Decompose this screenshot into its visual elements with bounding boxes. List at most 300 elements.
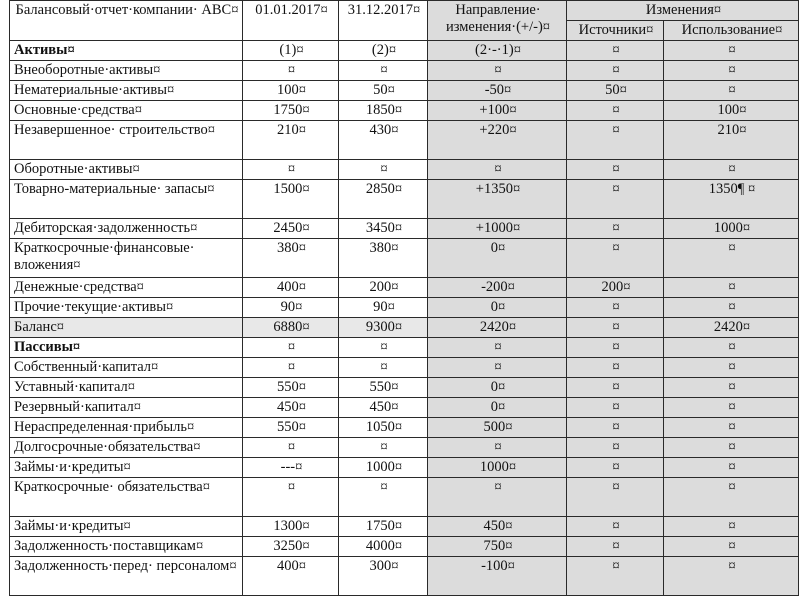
row-label: Денежные·средства¤ xyxy=(14,279,144,295)
value-usage: ¤ xyxy=(728,538,736,554)
value-2017-01-01-cell xyxy=(243,101,339,121)
value-sources-cell xyxy=(567,557,664,596)
value-2017-01-01: 210¤ xyxy=(277,122,306,138)
value-change-direction: -50¤ xyxy=(484,82,512,98)
value-usage-cell xyxy=(664,101,799,121)
value-2017-12-31: 430¤ xyxy=(369,122,399,138)
value-2017-01-01-cell xyxy=(243,398,339,418)
value-2017-12-31-cell xyxy=(339,180,428,219)
row-label-cell xyxy=(10,557,243,596)
value-2017-12-31-cell xyxy=(339,41,428,61)
value-sources: ¤ xyxy=(612,379,620,395)
table-row xyxy=(10,438,799,458)
value-usage-cell xyxy=(664,219,799,239)
table-row xyxy=(10,61,799,81)
value-usage-cell xyxy=(664,378,799,398)
value-usage-cell xyxy=(664,81,799,101)
table-row xyxy=(10,418,799,438)
value-sources-cell xyxy=(567,418,664,438)
row-label-cell xyxy=(10,398,243,418)
value-change-direction: ¤ xyxy=(494,479,502,495)
table-row xyxy=(10,160,799,180)
value-change-direction: +100¤ xyxy=(479,102,517,118)
header-changes-cell xyxy=(567,1,799,21)
value-change-direction-cell xyxy=(428,458,567,478)
row-label-cell xyxy=(10,358,243,378)
value-change-direction-cell xyxy=(428,160,567,180)
value-2017-01-01-cell xyxy=(243,537,339,557)
value-sources: ¤ xyxy=(612,359,620,375)
value-sources: 50¤ xyxy=(605,82,627,98)
value-2017-12-31: 50¤ xyxy=(373,82,395,98)
value-sources-cell xyxy=(567,358,664,378)
value-2017-01-01-cell xyxy=(243,338,339,358)
value-2017-12-31: 1750¤ xyxy=(365,518,403,534)
value-2017-12-31-cell xyxy=(339,101,428,121)
table-row xyxy=(10,121,799,160)
value-change-direction-cell xyxy=(428,478,567,517)
value-sources-cell xyxy=(567,61,664,81)
value-2017-01-01: 100¤ xyxy=(277,82,306,98)
value-sources: ¤ xyxy=(612,518,620,534)
value-usage-cell xyxy=(664,160,799,180)
value-2017-01-01: 1300¤ xyxy=(273,518,310,534)
header-date2: 31.12.2017¤ xyxy=(347,2,421,18)
row-label-cell xyxy=(10,338,243,358)
value-change-direction: ¤ xyxy=(494,359,502,375)
row-label: Активы¤ xyxy=(14,42,75,58)
table-row xyxy=(10,517,799,537)
value-usage: ¤ xyxy=(728,518,736,534)
value-change-direction: ¤ xyxy=(494,439,502,455)
value-2017-12-31: ¤ xyxy=(380,359,388,375)
row-label-cell xyxy=(10,438,243,458)
row-label: Уставный·капитал¤ xyxy=(14,379,135,395)
value-usage: ¤ xyxy=(728,439,736,455)
value-change-direction-cell xyxy=(428,298,567,318)
table-row xyxy=(10,338,799,358)
value-change-direction-cell xyxy=(428,180,567,219)
row-label: Пассивы¤ xyxy=(14,339,81,355)
value-2017-12-31: (2)¤ xyxy=(371,42,397,58)
value-change-direction: ¤ xyxy=(494,62,502,78)
value-2017-12-31: ¤ xyxy=(380,479,388,495)
value-2017-12-31: 450¤ xyxy=(369,399,399,415)
row-label-cell xyxy=(10,298,243,318)
value-change-direction-cell xyxy=(428,101,567,121)
value-sources: ¤ xyxy=(612,220,620,236)
value-2017-01-01: ¤ xyxy=(287,439,296,455)
value-2017-12-31: 2850¤ xyxy=(365,181,403,197)
value-change-direction-cell xyxy=(428,557,567,596)
row-label-cell xyxy=(10,378,243,398)
value-sources: ¤ xyxy=(612,538,620,554)
value-2017-12-31: 200¤ xyxy=(369,279,399,295)
value-sources: ¤ xyxy=(612,161,620,177)
row-label: Незавершенное· строительство¤ xyxy=(14,122,215,138)
row-label-cell xyxy=(10,219,243,239)
header-row-1 xyxy=(10,1,799,21)
value-change-direction-cell xyxy=(428,41,567,61)
value-2017-01-01: 550¤ xyxy=(277,419,306,435)
value-2017-12-31: 550¤ xyxy=(369,379,399,395)
row-label-cell xyxy=(10,418,243,438)
value-2017-01-01-cell xyxy=(243,278,339,298)
value-sources-cell xyxy=(567,318,664,338)
value-change-direction: 0¤ xyxy=(490,399,506,415)
table-row xyxy=(10,298,799,318)
value-2017-01-01-cell xyxy=(243,121,339,160)
value-2017-12-31-cell xyxy=(339,557,428,596)
row-label-cell xyxy=(10,41,243,61)
header-sources-cell xyxy=(567,21,664,41)
table-row xyxy=(10,537,799,557)
row-label-cell xyxy=(10,61,243,81)
row-label: Основные·средства¤ xyxy=(14,102,142,118)
value-2017-01-01-cell xyxy=(243,219,339,239)
value-usage: 1000¤ xyxy=(713,220,751,236)
value-change-direction-cell xyxy=(428,278,567,298)
value-sources-cell xyxy=(567,81,664,101)
value-usage: ¤ xyxy=(728,299,736,315)
value-usage-cell xyxy=(664,41,799,61)
value-sources-cell xyxy=(567,478,664,517)
value-2017-12-31-cell xyxy=(339,517,428,537)
value-usage: ¤ xyxy=(728,62,736,78)
header-sources: Источники¤ xyxy=(578,22,654,38)
value-2017-01-01: 1500¤ xyxy=(273,181,310,197)
value-usage-cell xyxy=(664,478,799,517)
value-usage: ¤ xyxy=(728,419,736,435)
value-change-direction-cell xyxy=(428,398,567,418)
value-2017-12-31: 1000¤ xyxy=(365,459,403,475)
value-usage: ¤ xyxy=(728,399,736,415)
value-change-direction: +220¤ xyxy=(479,122,517,138)
value-2017-12-31-cell xyxy=(339,160,428,180)
value-change-direction: 450¤ xyxy=(483,518,513,534)
value-change-direction-cell xyxy=(428,61,567,81)
value-2017-12-31-cell xyxy=(339,219,428,239)
value-change-direction: (2·-·1)¤ xyxy=(475,42,521,58)
value-2017-01-01-cell xyxy=(243,81,339,101)
value-2017-12-31: ¤ xyxy=(380,161,388,177)
value-change-direction-cell xyxy=(428,239,567,278)
value-sources: ¤ xyxy=(612,299,620,315)
value-2017-12-31: 300¤ xyxy=(369,558,399,574)
row-label: Внеоборотные·активы¤ xyxy=(14,62,161,78)
value-2017-12-31-cell xyxy=(339,537,428,557)
value-sources: 200¤ xyxy=(601,279,631,295)
value-2017-12-31-cell xyxy=(339,121,428,160)
row-label-cell xyxy=(10,160,243,180)
value-sources: ¤ xyxy=(612,122,620,138)
value-usage: ¤ xyxy=(728,161,736,177)
header-direction-cell xyxy=(428,1,567,41)
table-row xyxy=(10,219,799,239)
table-row xyxy=(10,278,799,298)
value-2017-12-31: ¤ xyxy=(380,62,388,78)
value-2017-12-31: 90¤ xyxy=(373,299,395,315)
value-2017-01-01: ¤ xyxy=(287,161,296,177)
value-usage-cell xyxy=(664,537,799,557)
value-2017-12-31-cell xyxy=(339,239,428,278)
row-label: Резервный·капитал¤ xyxy=(14,399,141,415)
row-label: Нераспределенная·прибыль¤ xyxy=(14,419,195,435)
row-label: Прочие·текущие·активы¤ xyxy=(14,299,174,315)
row-label-cell xyxy=(10,318,243,338)
value-2017-01-01: 400¤ xyxy=(277,279,306,295)
value-sources: ¤ xyxy=(612,240,620,256)
value-2017-12-31: ¤ xyxy=(380,339,388,355)
value-sources-cell xyxy=(567,438,664,458)
value-sources: ¤ xyxy=(612,479,620,495)
value-sources-cell xyxy=(567,537,664,557)
value-2017-01-01-cell xyxy=(243,160,339,180)
value-2017-12-31: 1850¤ xyxy=(365,102,403,118)
value-sources-cell xyxy=(567,378,664,398)
value-sources-cell xyxy=(567,41,664,61)
table-row xyxy=(10,180,799,219)
value-sources-cell xyxy=(567,239,664,278)
value-usage: ¤ xyxy=(728,240,736,256)
value-2017-01-01: 550¤ xyxy=(277,379,306,395)
value-2017-12-31: 380¤ xyxy=(369,240,399,256)
value-2017-01-01-cell xyxy=(243,378,339,398)
row-label: Краткосрочные· обязательства¤ xyxy=(14,479,210,495)
value-change-direction: -200¤ xyxy=(481,279,515,295)
value-usage-cell xyxy=(664,418,799,438)
row-label: Задолженность·поставщикам¤ xyxy=(14,538,204,554)
row-label: Баланс¤ xyxy=(14,319,65,335)
value-change-direction-cell xyxy=(428,81,567,101)
header-title-cell xyxy=(10,1,243,41)
value-2017-01-01-cell xyxy=(243,298,339,318)
value-2017-01-01-cell xyxy=(243,358,339,378)
value-2017-01-01: 450¤ xyxy=(277,399,306,415)
value-sources-cell xyxy=(567,121,664,160)
value-2017-01-01-cell xyxy=(243,517,339,537)
value-change-direction: 750¤ xyxy=(483,538,513,554)
header-date1: 01.01.2017¤ xyxy=(255,2,328,18)
value-usage-cell xyxy=(664,180,799,219)
row-label-cell xyxy=(10,121,243,160)
value-sources: ¤ xyxy=(612,459,620,475)
value-sources: ¤ xyxy=(612,439,620,455)
value-usage-cell xyxy=(664,358,799,378)
value-change-direction-cell xyxy=(428,418,567,438)
value-usage-cell xyxy=(664,458,799,478)
value-usage-cell xyxy=(664,61,799,81)
value-usage: 100¤ xyxy=(717,102,747,118)
value-change-direction: 0¤ xyxy=(490,240,506,256)
value-usage-cell xyxy=(664,298,799,318)
row-label: Собственный·капитал¤ xyxy=(14,359,159,375)
value-usage: ¤ xyxy=(728,379,736,395)
value-change-direction: 500¤ xyxy=(483,419,513,435)
value-2017-12-31-cell xyxy=(339,378,428,398)
table-row xyxy=(10,378,799,398)
balance-sheet-table xyxy=(9,0,799,596)
value-2017-12-31-cell xyxy=(339,298,428,318)
value-usage: 210¤ xyxy=(717,122,747,138)
value-usage-cell xyxy=(664,121,799,160)
value-sources-cell xyxy=(567,160,664,180)
header-direction: Направление· изменения·(+/-)¤ xyxy=(445,2,551,35)
row-label: Займы·и·кредиты¤ xyxy=(14,518,131,534)
value-change-direction-cell xyxy=(428,517,567,537)
value-2017-12-31-cell xyxy=(339,338,428,358)
value-2017-01-01: ¤ xyxy=(287,359,296,375)
value-2017-12-31: ¤ xyxy=(380,439,388,455)
value-usage: ¤ xyxy=(728,479,736,495)
value-2017-12-31: 4000¤ xyxy=(365,538,403,554)
value-usage-cell xyxy=(664,338,799,358)
value-change-direction: ¤ xyxy=(494,161,502,177)
value-usage-cell xyxy=(664,318,799,338)
value-usage: ¤ xyxy=(728,558,736,574)
header-usage: Использование¤ xyxy=(681,22,783,38)
row-label-cell xyxy=(10,278,243,298)
table-row xyxy=(10,358,799,378)
value-sources: ¤ xyxy=(612,181,620,197)
value-2017-01-01: 90¤ xyxy=(280,299,303,315)
value-2017-01-01: 3250¤ xyxy=(273,538,310,554)
value-2017-01-01: 380¤ xyxy=(277,240,306,256)
row-label: Товарно-материальные· запасы¤ xyxy=(14,181,215,197)
value-change-direction: 0¤ xyxy=(490,299,506,315)
value-change-direction: 0¤ xyxy=(490,379,506,395)
value-2017-01-01-cell xyxy=(243,318,339,338)
header-title: Балансовый·отчет·компании· ABC¤ xyxy=(15,2,239,18)
value-usage: ¤ xyxy=(728,339,736,355)
value-2017-01-01: ¤ xyxy=(287,339,296,355)
value-sources: ¤ xyxy=(612,339,620,355)
row-label-cell xyxy=(10,81,243,101)
value-2017-12-31-cell xyxy=(339,438,428,458)
value-2017-01-01-cell xyxy=(243,239,339,278)
value-change-direction-cell xyxy=(428,378,567,398)
value-2017-12-31: 1050¤ xyxy=(365,419,403,435)
value-change-direction-cell xyxy=(428,338,567,358)
value-2017-01-01: ¤ xyxy=(287,62,296,78)
row-label-cell xyxy=(10,239,243,278)
value-2017-01-01: 6880¤ xyxy=(273,319,310,335)
value-change-direction-cell xyxy=(428,537,567,557)
value-usage: ¤ xyxy=(728,82,736,98)
value-sources-cell xyxy=(567,101,664,121)
value-change-direction: -100¤ xyxy=(481,558,515,574)
value-change-direction: ¤ xyxy=(494,339,502,355)
value-2017-01-01: ¤ xyxy=(287,479,296,495)
table-row xyxy=(10,101,799,121)
value-usage: ¤ xyxy=(728,42,736,58)
value-usage-cell xyxy=(664,517,799,537)
value-usage: 1350¶ ¤ xyxy=(708,181,756,197)
value-sources-cell xyxy=(567,298,664,318)
value-2017-12-31-cell xyxy=(339,358,428,378)
table-row xyxy=(10,41,799,61)
value-2017-01-01-cell xyxy=(243,180,339,219)
value-2017-12-31-cell xyxy=(339,81,428,101)
value-2017-12-31-cell xyxy=(339,458,428,478)
value-2017-01-01-cell xyxy=(243,478,339,517)
value-sources-cell xyxy=(567,180,664,219)
header-changes: Изменения¤ xyxy=(645,2,722,18)
table-row xyxy=(10,239,799,278)
value-2017-01-01: 1750¤ xyxy=(273,102,310,118)
value-usage-cell xyxy=(664,557,799,596)
row-label: Задолженность·перед· персоналом¤ xyxy=(14,558,237,574)
value-2017-12-31-cell xyxy=(339,61,428,81)
value-2017-12-31-cell xyxy=(339,418,428,438)
value-change-direction-cell xyxy=(428,358,567,378)
value-2017-01-01: 400¤ xyxy=(277,558,306,574)
row-label: Долгосрочные·обязательства¤ xyxy=(14,439,201,455)
value-sources-cell xyxy=(567,517,664,537)
value-sources-cell xyxy=(567,278,664,298)
table-row xyxy=(10,557,799,596)
row-label-cell xyxy=(10,180,243,219)
value-change-direction-cell xyxy=(428,438,567,458)
value-usage: 2420¤ xyxy=(713,319,751,335)
table-row xyxy=(10,318,799,338)
value-sources: ¤ xyxy=(612,558,620,574)
value-2017-01-01-cell xyxy=(243,41,339,61)
row-label-cell xyxy=(10,517,243,537)
row-label-cell xyxy=(10,101,243,121)
value-2017-01-01: ---¤ xyxy=(280,459,303,475)
value-sources-cell xyxy=(567,219,664,239)
value-change-direction: +1000¤ xyxy=(475,220,521,236)
value-sources: ¤ xyxy=(612,319,620,335)
row-label: Краткосрочные·финансовые· вложения¤ xyxy=(14,240,195,273)
value-2017-12-31: 9300¤ xyxy=(365,319,403,335)
value-2017-01-01: (1)¤ xyxy=(279,42,304,58)
value-change-direction-cell xyxy=(428,219,567,239)
value-change-direction: 1000¤ xyxy=(479,459,517,475)
value-2017-12-31-cell xyxy=(339,478,428,517)
value-usage-cell xyxy=(664,438,799,458)
value-usage-cell xyxy=(664,239,799,278)
value-2017-01-01-cell xyxy=(243,418,339,438)
value-sources-cell xyxy=(567,398,664,418)
value-change-direction-cell xyxy=(428,121,567,160)
value-change-direction: 2420¤ xyxy=(479,319,517,335)
row-label: Нематериальные·активы¤ xyxy=(14,82,175,98)
value-2017-12-31-cell xyxy=(339,318,428,338)
row-label-cell xyxy=(10,478,243,517)
row-label-cell xyxy=(10,458,243,478)
value-sources: ¤ xyxy=(612,42,620,58)
value-2017-01-01-cell xyxy=(243,438,339,458)
value-sources-cell xyxy=(567,458,664,478)
table-row xyxy=(10,458,799,478)
value-usage: ¤ xyxy=(728,279,736,295)
header-date1-cell xyxy=(243,1,339,41)
header-usage-cell xyxy=(664,21,799,41)
value-2017-01-01-cell xyxy=(243,557,339,596)
row-label-cell xyxy=(10,537,243,557)
value-2017-12-31-cell xyxy=(339,398,428,418)
value-2017-12-31: 3450¤ xyxy=(365,220,403,236)
value-2017-01-01-cell xyxy=(243,61,339,81)
table-row xyxy=(10,478,799,517)
value-sources-cell xyxy=(567,338,664,358)
row-label: Дебиторская·задолженность¤ xyxy=(14,220,198,236)
value-sources: ¤ xyxy=(612,62,620,78)
row-label: Оборотные·активы¤ xyxy=(14,161,140,177)
value-change-direction-cell xyxy=(428,318,567,338)
